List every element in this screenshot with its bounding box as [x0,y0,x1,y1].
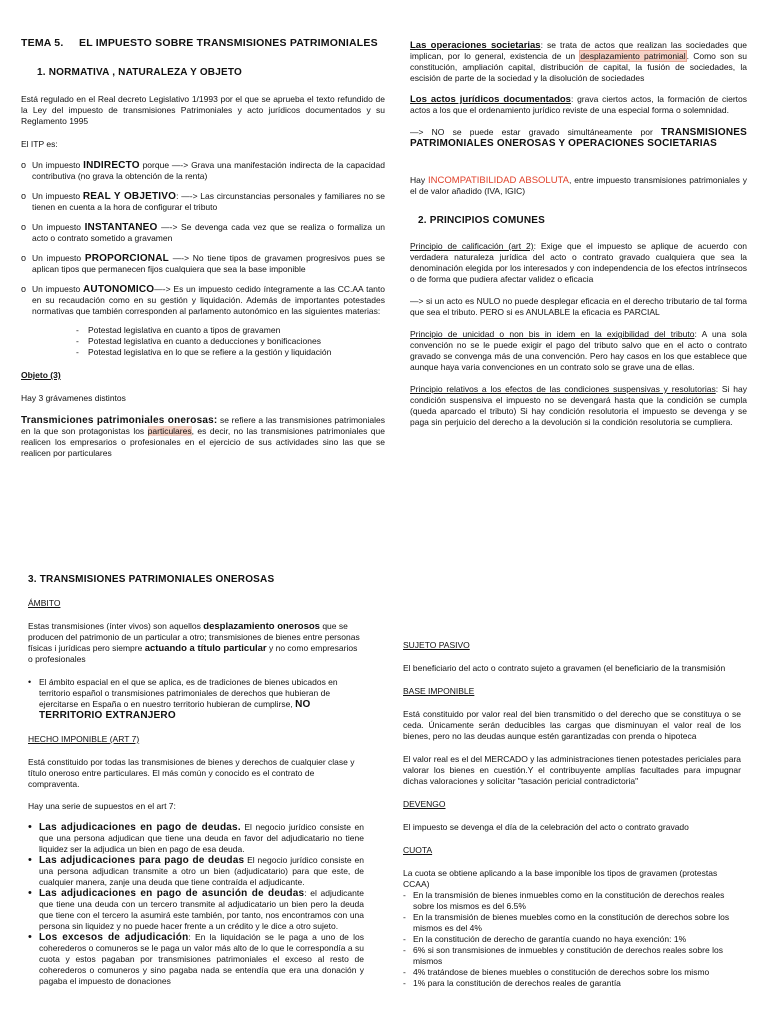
ambito-bold-1: desplazamiento onerosos [203,621,320,632]
cuota-item-text: 1% para la constitución de derechos reales de garantía [413,978,621,988]
principio-unicidad-text: : A una sola convención no se le puede exigir el pago del tributo salvo que en el acto o contrato gravado se convenga más de una convención. Pero hay casos en los que establece que aunque haya varia convenciones en un contrato solo se grave una de ellas. [410,329,748,372]
cuota-item-text: 6% si son transmisiones de inmuebles y constitución de derechos reales sobre los mismos [413,945,723,966]
itp-item-text: —-> Se devenga cada vez que se realiza o formaliza un acto o contrato sometido a gravamen [32,222,385,243]
principio-unicidad [410,329,747,373]
section-1-title: 1. NORMATIVA , NATURALEZA Y OBJETO [37,67,242,78]
cuota-list [403,890,741,989]
devengo-text: El impuesto se devenga el día de la celebración del acto o contrato gravado [403,822,689,832]
section-3-title: 3. TRANSMISIONES PATRIMONIALES ONEROSAS [28,574,275,585]
objeto-hay: Hay 3 grávamenes distintos [21,393,126,403]
no-gravado-text: —> NO se puede estar gravado simultáneamente por [410,127,662,137]
principio-calificacion [410,241,747,285]
itp-item-pre: Un impuesto [32,222,85,232]
tpo-text-post: , es decir, no las transmisiones patrimoniales que realicen los empresarios o profesionales en el ejercicio de sus actividades sino las que se realicen por particulares [21,426,385,458]
itp-list [21,160,385,317]
cuota-title: CUOTA [403,845,433,855]
intro-paragraph: Está regulado en el Real decreto Legislativo 1/1993 por el que se aprueba el texto refundido de la Ley del impuesto de transmisiones Patrimoniales y acto jurídicos documentados y su Reglamento 1995 [21,94,385,126]
no-gravado [410,127,747,149]
os-text-post: . Como son su constitución, ampliación capital, distribución de capital, la fusión de sociedades, la escisión de parte de la sociedad y la disolución de sociedades [410,51,747,83]
base-title: BASE IMPONIBLE [403,686,475,696]
ambito-paragraph [28,621,364,665]
cuota-item: - 6% si son transmisiones de inmuebles y constitución de derechos reales sobre los mismos [403,945,741,967]
incompat-post: , entre impuesto transmisiones patrimoniales y el de valor añadido (IVA, IGIC) [410,175,747,196]
operaciones-societarias [410,40,747,84]
principio-condiciones-label: Principio relativos a los efectos de las condiciones suspensivas y resolutorias [410,384,716,394]
hecho-hay: Hay una serie de supuestos en el art 7: [28,801,176,811]
itp-item: o Un impuesto INSTANTANEO —-> Se devenga cada vez que se realiza o formaliza un acto o contrato sometido a gravamen [21,222,385,243]
os-highlight: desplazamiento patrimonial [580,51,686,61]
cuota-item-text: En la transmisión de bienes muebles como en la constitución de derechos sobre los mismos es del 4% [413,912,730,933]
potestad-item: - Potestad legislativa en lo que se refiere a la gestión y liquidación [76,347,332,357]
principio-calificacion-label: Principio de calificación (art 2) [410,241,534,251]
base-text-1: Está constituido por valor real del bien transmitido o del derecho que se constituya o se ceda. Únicamente serán deducibles las cargas que disminuyan el valor real de los bienes, pero no las deudas aunque estén garantizadas con prenda o hipoteca [403,709,741,741]
incompat-red: INCOMPATIBILIDAD ABSOLUTA [428,175,569,186]
cuota-item-text: En la constitución de derecho de garantía cuando no haya exención: 1% [413,934,687,944]
itp-item-keyword: INSTANTANEO [84,222,158,233]
ambito-text-mid: que se producen del patrimonio de un particular a otro; transmisiones de bienes entre personas físicas i jurídicas pero siempre [28,621,360,653]
potestad-item: - Potestad legislativa en cuanto a deducciones y bonificaciones [76,336,321,346]
actos-juridicos [410,94,747,116]
itp-item-pre: Un impuesto [32,284,84,294]
ambito-text-pre: Estas transmisiones (ínter vivos) son aquellos [28,621,204,631]
top-left-column [21,38,385,459]
incompat-pre: Hay [410,175,429,185]
itp-item-pre: Un impuesto [32,160,84,170]
cuota-text: La cuota se obtiene aplicando a la base imponible los tipos de gravamen (protestas CCAA) [403,868,718,889]
itp-item-text: : —-> Las circunstancias personales y familiares no se tienen en cuenta a la hora de configurar el tributo [32,191,385,212]
itp-item: o Un impuesto REAL Y OBJETIVO: —-> Las circunstancias personales y familiares no se tienen en cuenta a la hora de configurar el tributo [21,191,385,212]
ambito-espacial: • El ámbito espacial en el que se aplica, es de tradiciones de bienes ubicados en territorio español o transmisiones patrimoniales de derechos que hubieran de ejercitarse en España o en nuestro territorio hubieran de cumplirse, NO TERRITORIO EXTRANJERO [28,677,338,721]
ambito-bold-2: actuando a título particular [144,643,267,654]
ajd-keyword: Los actos jurídicos documentados [410,94,571,105]
supuesto-item: • Las adjudicaciones en pago de asunción de deudas: el adjudicante que tiene una deuda con un tercero transmite al adjudicatario un bien pero la deuda que tiene con el tercero la asumirá este también, por tanto, nos encontramos con una persona sin liquidez y no puede hacer frente a un crédito y le dice a otro sujeto. [28,887,364,931]
tema-title: EL IMPUESTO SOBRE TRANSMISIONES PATRIMONIALES [79,37,378,49]
principio-calificacion-text: : Exige que el impuesto se aplique de acuerdo con verdadera naturaleza jurídica del acto o contrato gravado cualquiera que sea la denominación elegida por los interesados y con independencia de los efectos intrínsecos o de forma que pudiera afectar validez o eficacia [410,241,747,284]
objeto-title: Objeto (3) [21,370,61,380]
itp-item-keyword: INDIRECTO [83,160,140,171]
ambito-text-post: y no como empresarios o profesionales [28,643,358,664]
potestades-list [76,325,385,358]
cuota-item: - En la transmisión de bienes muebles como en la constitución de derechos sobre los mismos es del 4% [403,912,741,934]
tpo-keyword: Transmiciones patrimoniales onerosas: [21,415,218,426]
hecho-paragraph: Está constituido por todas las transmisiones de bienes y derechos de cualquier clase y título oneroso entre particulares. El más común y conocido es el contrato de compraventa. [28,757,355,789]
section-2-title: 2. PRINCIPIOS COMUNES [418,215,545,226]
itp-item: o Un impuesto INDIRECTO porque —-> Grava una manifestación indirecta de la capacidad contributiva (no grava la obtención de la renta) [21,160,385,181]
supuesto-keyword: Los excesos de adjudicación [39,932,189,943]
tpo-highlight: particulares [147,426,192,436]
sujeto-text: El beneficiario del acto o contrato sujeto a gravamen (el beneficiario de la transmisión [403,663,726,673]
tema-heading [21,38,385,49]
supuesto-item: • Las adjudicaciones para pago de deudas El negocio jurídico consiste en una persona adjudican transmite a otro un bien (adjudicatario) para que este, de cualquier manera, zanje una deuda que tiene contraída el adjudicante. [28,854,364,887]
supuestos-list [28,822,364,987]
itp-item-text: —-> Es un impuesto cedido íntegramente a las CC.AA tanto en su recaudación como en su gestión y liquidación. Además de importantes potestades normativas que también corresponden al parlamento autonómico en las siguientes materias: [32,284,385,316]
ambito-espacial-text: El ámbito espacial en el que se aplica, es de tradiciones de bienes ubicados en territorio español o transmisiones patrimoniales de derechos que hubieran de ejercitarse en España o en nuestro territorio hubieran de cumplirse, [39,677,338,709]
no-gravado-keyword: TRANSMISIONES PATRIMONIALES ONEROSAS Y OPERACIONES SOCIETARIAS [410,127,747,149]
hecho-title: HECHO IMPONIBLE (ART 7) [28,734,140,744]
supuesto-text: : el adjudicante que tiene una deuda con un tercero transmite al adjudicatario un bien pero la deuda que tiene con el tercero la asumirá este también, por tanto, nos encontramos con una persona sin liquidez y no puede hacer frente a un crédito y le dice a otro sujeto. [39,888,364,931]
supuesto-keyword: Las adjudicaciones en pago de asunción de deudas [39,888,305,899]
principio-condiciones-text: : Si hay condición suspensiva el impuesto no se devengará hasta que la condición se cumpla (queda aparcado el tributo) Si hay condición resolutoria el impuesto se devenga y se paga sin perjuicio del derecho a la devolución si la condición resolutoria se cumpliera. [410,384,747,427]
base-text-2: El valor real es el del MERCADO y las administraciones tienen potestades periciales para valorar los bienes en cuestión.Y el contribuyente amplías facultades para impugnar dichas valoraciones y solicitar "tasación pericial contradictoria" [403,754,741,786]
tpo-paragraph [21,415,385,459]
tema-label: TEMA 5. [21,37,64,49]
itp-item-keyword: REAL Y OBJETIVO [82,191,177,202]
supuesto-item: • Los excesos de adjudicación: En la liquidación se le paga a uno de los coherederos o comuneros se le paga un valor más alto de lo que le correspondía a su cuota y estos pagaban por transmisiones patrimoniales el exceso al resto de coherederos o comuneros y sino pagaba nada se entendía que era una donación y pagaba el impuesto de donaciones [28,931,364,986]
cuota-item: - En la transmisión de bienes inmuebles como en la constitución de derechos reales sobre los mismos es del 6.5% [403,890,741,912]
itp-item: o Un impuesto PROPORCIONAL —-> No tiene tipos de gravamen progresivos pues se aplican tipos que permanecen fijos cualquiera que sea la base imponible [21,253,385,274]
ambito-title: ÁMBITO [28,598,61,608]
ambito-espacial-keyword: NO TERRITORIO EXTRANJERO [39,699,311,721]
supuesto-text: El negocio jurídico consiste en que una persona adjudican que tiene una deuda en favor del adjudicatario no tiene liquidez ser la adjudica un bien en pago de esa deuda. [39,822,364,854]
itp-item-keyword: PROPORCIONAL [84,253,169,264]
potestad-text: Potestad legislativa en lo que se refiere a la gestión y liquidación [88,347,332,357]
os-keyword: Las operaciones societarias [410,40,541,51]
itp-item-keyword: AUTONOMICO [83,284,155,295]
cuota-item-text: 4% tratándose de bienes muebles o constitución de derechos sobre los mismo [413,967,710,977]
supuesto-keyword: Las adjudicaciones en pago de deudas. [39,822,241,833]
cuota-item-text: En la transmisión de bienes inmuebles como en la constitución de derechos reales sobre los mismos es del 6.5% [413,890,725,911]
cuota-item: - 1% para la constitución de derechos reales de garantía [403,978,621,988]
itp-es-label: El ITP es: [21,139,58,149]
potestad-text: Potestad legislativa en cuanto a deducciones y bonificaciones [88,336,321,346]
cuota-item: - En la constitución de derecho de garantía cuando no haya exención: 1% [403,934,687,944]
supuesto-keyword: Las adjudicaciones para pago de deudas [39,855,245,866]
sujeto-title: SUJETO PASIVO [403,640,470,650]
top-right-column [410,40,747,428]
potestad-text: Potestad legislativa en cuanto a tipos de gravamen [88,325,281,335]
bottom-left-column [28,574,364,987]
principio-unicidad-label: Principio de unicidad o non bis in idem en la exigibilidad del tributo [410,329,695,339]
os-text-pre: : se trata de actos que realizan las sociedades que implican, por lo general, existencia de un [410,40,748,61]
incompatibilidad [410,175,747,197]
potestad-item: - Potestad legislativa en cuanto a tipos de gravamen [76,325,281,335]
principio-condiciones [410,384,747,428]
supuesto-item: • Las adjudicaciones en pago de deudas. El negocio jurídico consiste en que una persona adjudican que tiene una deuda en favor del adjudicatario no tiene liquidez ser la adjudica un bien en pago de esa deuda. [28,821,364,854]
tpo-text-pre: se refiere a las transmisiones patrimoniales en la que son protagonistas los [21,415,385,436]
itp-item-pre: Un impuesto [32,191,83,201]
supuesto-text: El negocio jurídico consiste en una persona adjudican transmite a otro un bien (adjudicatario) para que este, de cualquier manera, zanje una deuda que tiene contraída el adjudicante. [39,855,364,887]
itp-item: o Un impuesto AUTONOMICO—-> Es un impuesto cedido íntegramente a las CC.AA tanto en su recaudación como en su gestión y liquidación. Además de importantes potestades normativas que también corresponden al parlamento autonómico en las siguientes materias: [21,284,385,316]
cuota-item: - 4% tratándose de bienes muebles o constitución de derechos sobre los mismo [403,967,710,977]
principio-nulo: —> si un acto es NULO no puede desplegar eficacia en el derecho tributario de tal forma que sea el tributo. PERO si es ANULABLE la eficacia es PARCIAL [410,296,747,317]
ajd-text: : grava ciertos actos, la formación de ciertos actos a los que el ordenamiento jurídico reviste de una especial forma o solemnidad. [410,94,748,115]
itp-item-pre: Un impuesto [32,253,85,263]
itp-item-text: porque —-> Grava una manifestación indirecta de la capacidad contributiva (no grava la obtención de la renta) [32,160,385,181]
bottom-right-column [403,640,741,989]
devengo-title: DEVENGO [403,799,446,809]
supuesto-text: : En la liquidación se le paga a uno de los coherederos o comuneros se le paga un valor más alto de lo que le correspondía a su cuota y estos pagaban por transmisiones patrimoniales el exceso al resto de coherederos o comuneros y sino pagaba nada se entendía que era una donación y pagaba el impuesto de donaciones [39,932,364,986]
itp-item-text: —-> No tiene tipos de gravamen progresivos pues se aplican tipos que permanecen fijos cualquiera que sea la base imponible [32,253,385,274]
